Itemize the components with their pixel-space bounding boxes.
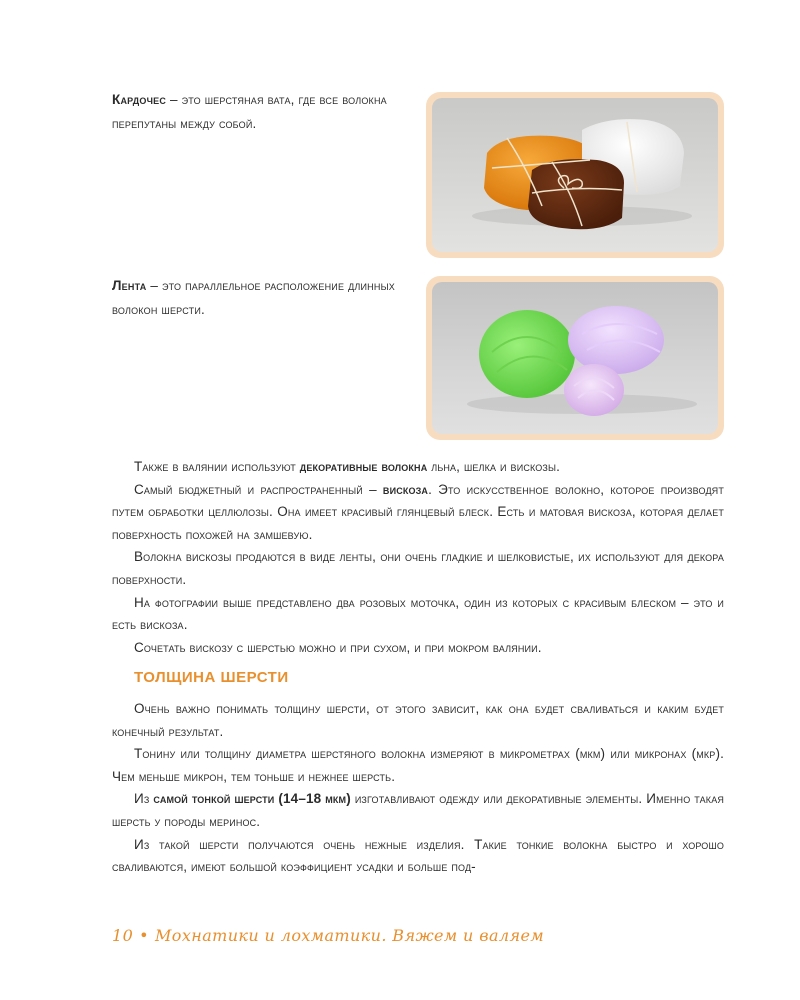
term-decorative-fibers: декоративные волокна xyxy=(299,459,428,474)
paragraph: На фотографии выше представлено два розовых моточка, один из которых с красивым блеском – это и есть вискоза. xyxy=(112,594,724,633)
paragraph: Тонину или толщину диаметра шерстяного волокна измеряют в микрометрах (мкм) или микронах (мкр). Чем меньше микрон, тем тоньше и нежнее шерсть. xyxy=(112,746,724,784)
paragraph: Из такой шерсти получаются очень нежные изделия. Такие тонкие волокна быстро и хорошо сваливаются, имеют большой коэффициент усадки и больше под- xyxy=(112,836,725,875)
paragraph: Также в валянии используют декоративные волокна льна, шелка и вискозы. xyxy=(134,459,561,474)
caption-lenta-text: – это параллельное расположение длинных волокон шерсти. xyxy=(112,278,395,317)
term-lenta: Лента xyxy=(112,278,147,293)
main-text xyxy=(112,456,724,879)
paragraph: Сочетать вискозу с шерстью можно и при сухом, и при мокром валянии. xyxy=(134,639,542,655)
caption-lenta xyxy=(112,274,412,322)
footer-separator: • xyxy=(139,926,150,945)
paragraph: Самый бюджетный и распространенный – вискоза. Это искусственное волокно, которое производят путем обработки целлюлозы. Она имеет красивый глянцевый блеск. Есть и матовая вискоза, которая делает поверхность похожей на замшевую. xyxy=(112,481,724,542)
caption-kardoches-text: – это шерстяная вата, где все волокна перепутаны между собой. xyxy=(112,92,387,131)
page-footer xyxy=(112,926,544,945)
brown-wool-batt xyxy=(528,159,624,229)
term-finest-wool: самой тонкой шерсти (14–18 мкм) xyxy=(153,791,351,807)
wool-batts-illustration xyxy=(432,98,718,252)
paragraph: Очень важно понимать толщину шерсти, от этого зависит, как она будет сваливаться и каким будет конечный результат. xyxy=(112,700,724,739)
term-viscose: вискоза xyxy=(382,481,429,497)
wool-tops-illustration xyxy=(432,282,718,434)
photo-frame-lenta xyxy=(426,276,724,440)
page-number: 10 xyxy=(112,926,134,945)
photo-kardoches xyxy=(432,98,718,252)
paragraph: Волокна вискозы продаются в виде ленты, они очень гладкие и шелковистые, их используют для декора поверхности. xyxy=(112,549,724,587)
green-wool-roll xyxy=(479,310,575,398)
caption-kardoches xyxy=(112,88,412,136)
photo-frame-kardoches xyxy=(426,92,724,258)
term-kardoches: Кардочес xyxy=(112,92,167,107)
paragraph: Из самой тонкой шерсти (14–18 мкм) изготавливают одежду или декоративные элементы. Именно такая шерсть у породы меринос. xyxy=(112,791,725,829)
section-title: ТОЛЩИНА ШЕРСТИ xyxy=(134,669,289,687)
photo-lenta xyxy=(432,282,718,434)
book-title: Мохнатики и лохматики. Вяжем и валяем xyxy=(155,926,545,945)
